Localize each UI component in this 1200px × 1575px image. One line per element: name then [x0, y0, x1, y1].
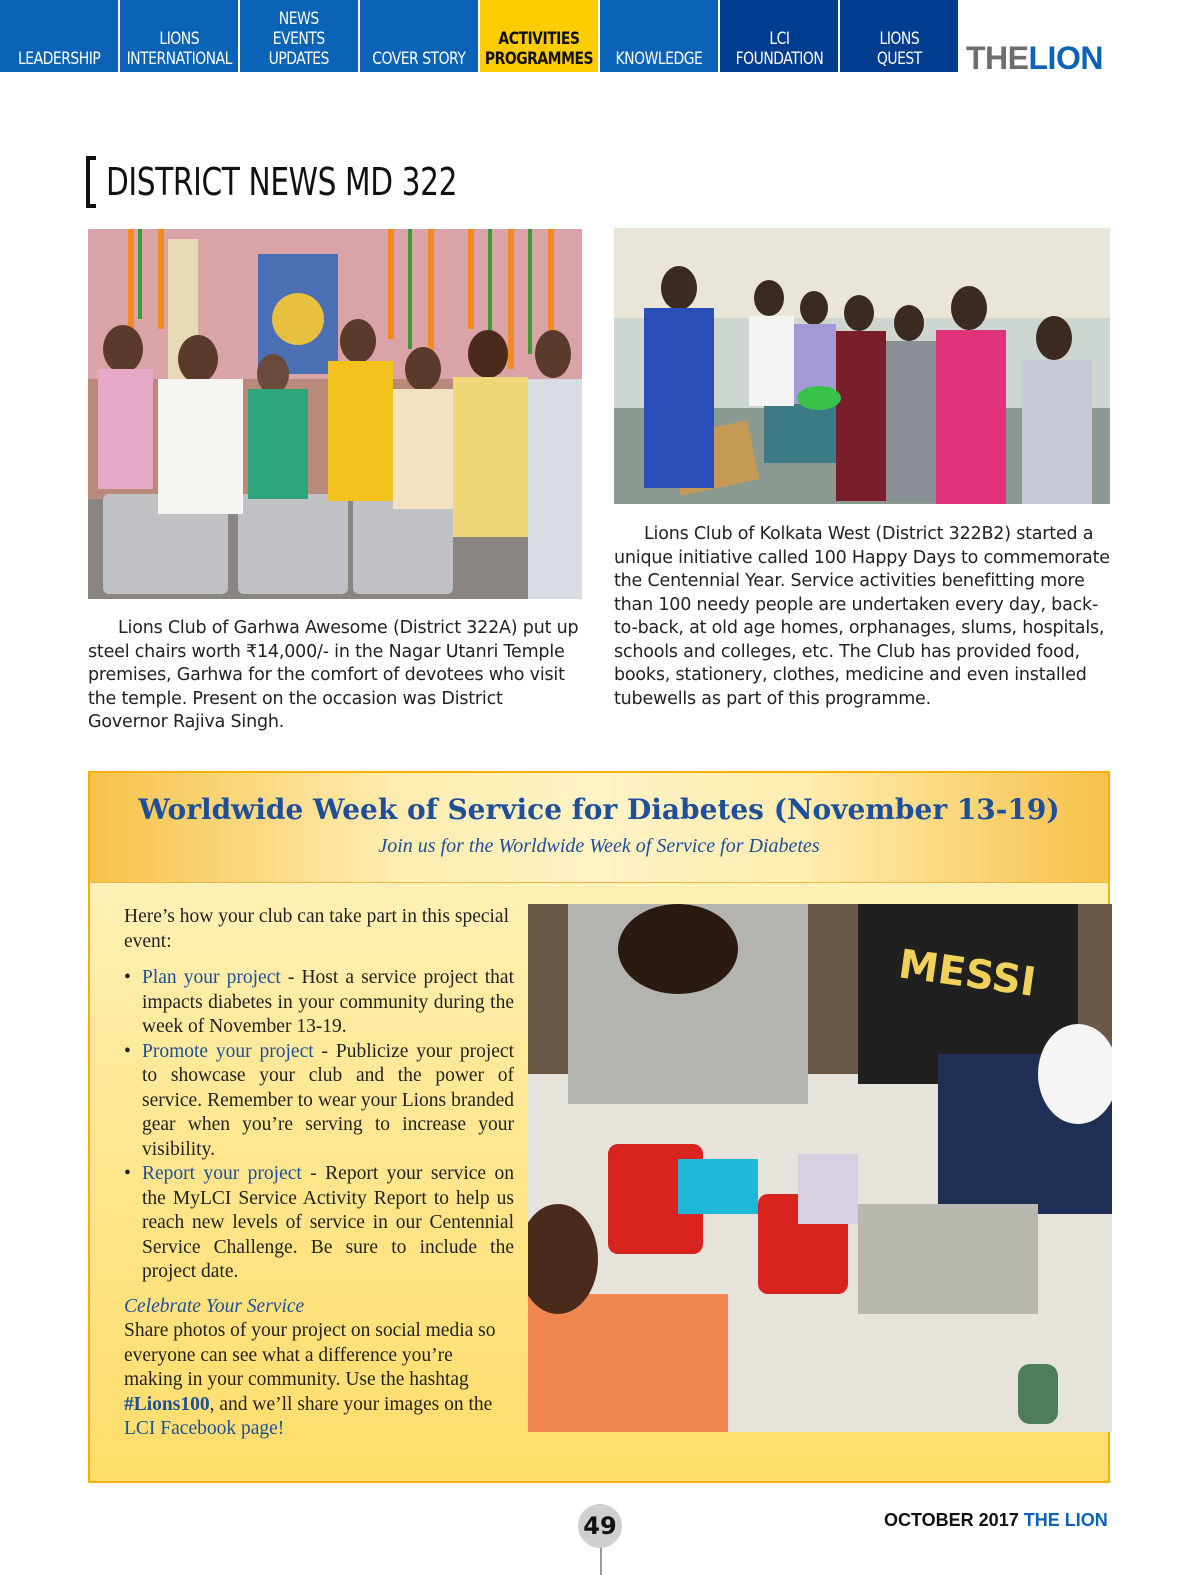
- article-garhwa: Lions Club of Garhwa Awesome (District 322A) put up steel chairs worth ₹14,000/- in the Nagar Utanri Temple premises, Garhwa for the comfort of devotees who visit the temple. Present on the occasion was District Governor Rajiva Singh.: [88, 618, 579, 732]
- bullet-lead: Promote your project: [142, 1040, 314, 1062]
- tab-knowledge[interactable]: [600, 0, 720, 72]
- magazine-name: THE LION: [1023, 1510, 1108, 1530]
- brand-lion: LION: [1028, 40, 1103, 76]
- brand-the: THE: [966, 40, 1029, 76]
- section-title: [86, 152, 556, 212]
- bullet-text: - Report your service on the MyLCI Service Activity Report to help us reach new levels of service in our Centennial Service Challenge. Be sure to include the project date.: [142, 1163, 514, 1282]
- tab-label: LIONS QUEST: [876, 29, 922, 69]
- issue-date: OCTOBER 2017: [884, 1510, 1024, 1530]
- feature-subtitle: Join us for the Worldwide Week of Service for Diabetes: [378, 835, 820, 857]
- page-number: 49: [578, 1504, 622, 1548]
- tab-label: KNOWLEDGE: [615, 49, 703, 69]
- tab-news-events-updates[interactable]: [240, 0, 360, 72]
- tab-leadership[interactable]: [0, 0, 120, 72]
- photo-diabetes-screening: [528, 904, 1112, 1432]
- lci-facebook-link[interactable]: LCI Facebook page!: [124, 1418, 285, 1439]
- footer-issue: [884, 1510, 1108, 1531]
- celebrate-paragraph: [124, 1319, 514, 1442]
- article-kolkata: Lions Club of Kolkata West (District 322B2) started a unique initiative called 100 Happy Days to commemorate the Centennial Year. Service activities benefitting more than 100 needy people are undertaken every day, back-to-back, at old age homes, orphanages, slums, hospitals, schools and colleges, etc. The Club has provided food, books, stationery, clothes, medicine and even installed tubewells as part of this programme.: [614, 524, 1110, 709]
- tab-label: LEADERSHIP: [17, 49, 101, 69]
- magazine-brand: [966, 40, 1103, 77]
- tab-label: NEWS EVENTS UPDATES: [268, 9, 330, 69]
- tab-lions-quest[interactable]: [840, 0, 960, 72]
- bullet-plan: [124, 966, 514, 1040]
- footer-divider: [600, 1545, 602, 1575]
- bullet-lead: Report your project: [142, 1163, 302, 1184]
- tab-cover-story[interactable]: [360, 0, 480, 72]
- feature-intro: Here’s how your club can take part in this special event:: [124, 906, 510, 952]
- celebrate-heading: Celebrate Your Service: [124, 1295, 305, 1317]
- photo-garhwa-chairs: [88, 229, 582, 599]
- feature-header: [90, 773, 1108, 883]
- bracket-mark: [86, 156, 96, 208]
- tab-label: LCI FOUNDATION: [735, 29, 823, 69]
- tab-label: LIONS INTERNATIONAL: [126, 29, 232, 69]
- tab-label: ACTIVITIES PROGRAMMES: [484, 29, 594, 69]
- bullet-promote: [124, 1040, 514, 1163]
- tab-activities-programmes[interactable]: [480, 0, 600, 72]
- celebrate-text: , and we’ll share your images on the: [209, 1393, 493, 1415]
- celebrate-text: Share photos of your project on social media so everyone can see what a difference you’re making in your community. Use the hashtag: [124, 1320, 496, 1390]
- bullet-lead: Plan your project: [142, 967, 281, 988]
- tab-label: COVER STORY: [372, 49, 466, 69]
- photo-kolkata-west: [614, 228, 1110, 504]
- section-nav: [0, 0, 960, 72]
- tab-lions-international[interactable]: [120, 0, 240, 72]
- hashtag-lions100: #Lions100: [124, 1393, 210, 1415]
- section-title-text: DISTRICT NEWS MD 322: [106, 160, 458, 204]
- bullet-report: [124, 1162, 514, 1285]
- svg-text:MESSI: MESSI: [895, 941, 1039, 1007]
- tab-lci-foundation[interactable]: [720, 0, 840, 72]
- feature-body: [124, 905, 514, 1442]
- feature-box-diabetes: [88, 771, 1110, 1483]
- bullet-text: - Publicize your project to showcase your club and the power of service. Remember to wear your Lions branded gear when you’re serving to increase your visibility.: [142, 1040, 514, 1160]
- feature-title: Worldwide Week of Service for Diabetes (November 13-19): [138, 793, 1060, 826]
- bullet-text: - Host a service project that impacts diabetes in your community during the week of November 13-19.: [142, 967, 514, 1037]
